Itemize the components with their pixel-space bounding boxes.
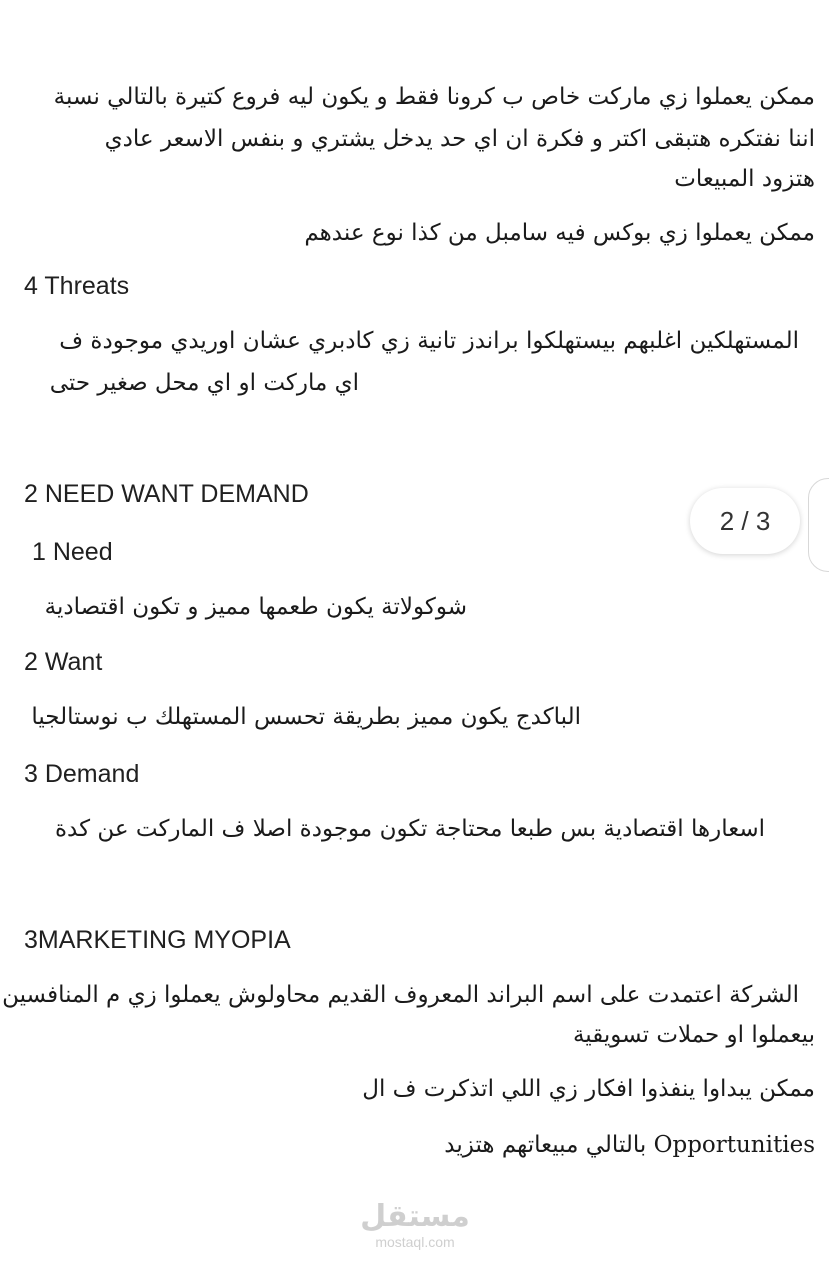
threats-heading: 4 Threats [24,272,130,300]
myopia-line: Opportunities بالتالي مبيعاتهم هتزيد [444,1132,815,1158]
watermark-logo: مستقل [360,1199,470,1234]
myopia-line: الشركة اعتمدت على اسم البراند المعروف القديم محاولوش يعملوا زي م المنافسين [2,982,799,1008]
need-text: شوكولاتة يكون طعمها مميز و تكون اقتصادية [44,594,467,620]
myopia-heading: 3MARKETING MYOPIA [24,926,291,954]
threats-line: المستهلكين اغلبهم بيستهلكوا براندز تانية زي كادبري عشان اوريدي موجودة ف [59,328,799,354]
want-heading: 2 Want [24,648,103,676]
myopia-line: بيعملوا او حملات تسويقية [572,1022,815,1048]
demand-text: اسعارها اقتصادية بس طبعا محتاجة تكون موجودة اصلا ف الماركت عن كدة [54,816,765,842]
watermark [360,1200,470,1250]
paragraph-line: ممكن يعملوا زي بوكس فيه سامبل من كذا نوع عندهم [304,220,815,246]
need-heading: 1 Need [32,538,113,566]
watermark-url: mostaql.com [375,1234,455,1250]
paragraph-line: هتزود المبيعات [674,166,815,192]
threats-line: اي ماركت او اي محل صغير حتى [49,370,359,396]
next-page-edge[interactable] [808,478,829,572]
paragraph-line: ممكن يعملوا زي ماركت خاص ب كرونا فقط و يكون ليه فروع كتيرة بالتالي نسبة [53,84,815,110]
demand-heading: 3 Demand [24,760,140,788]
page-indicator [690,488,800,554]
paragraph-line: اننا نفتكره هتبقى اكتر و فكرة ان اي حد يدخل يشتري و بنفس الاسعر عادي [104,126,815,152]
page-indicator-text: 2 / 3 [719,505,771,536]
want-text: الباكدج يكون مميز بطريقة تحسس المستهلك ب نوستالجيا [31,704,581,730]
nwd-heading: 2 NEED WANT DEMAND [24,480,309,508]
myopia-line: ممكن يبداوا ينفذوا افكار زي اللي اتذكرت ف ال [362,1076,815,1102]
